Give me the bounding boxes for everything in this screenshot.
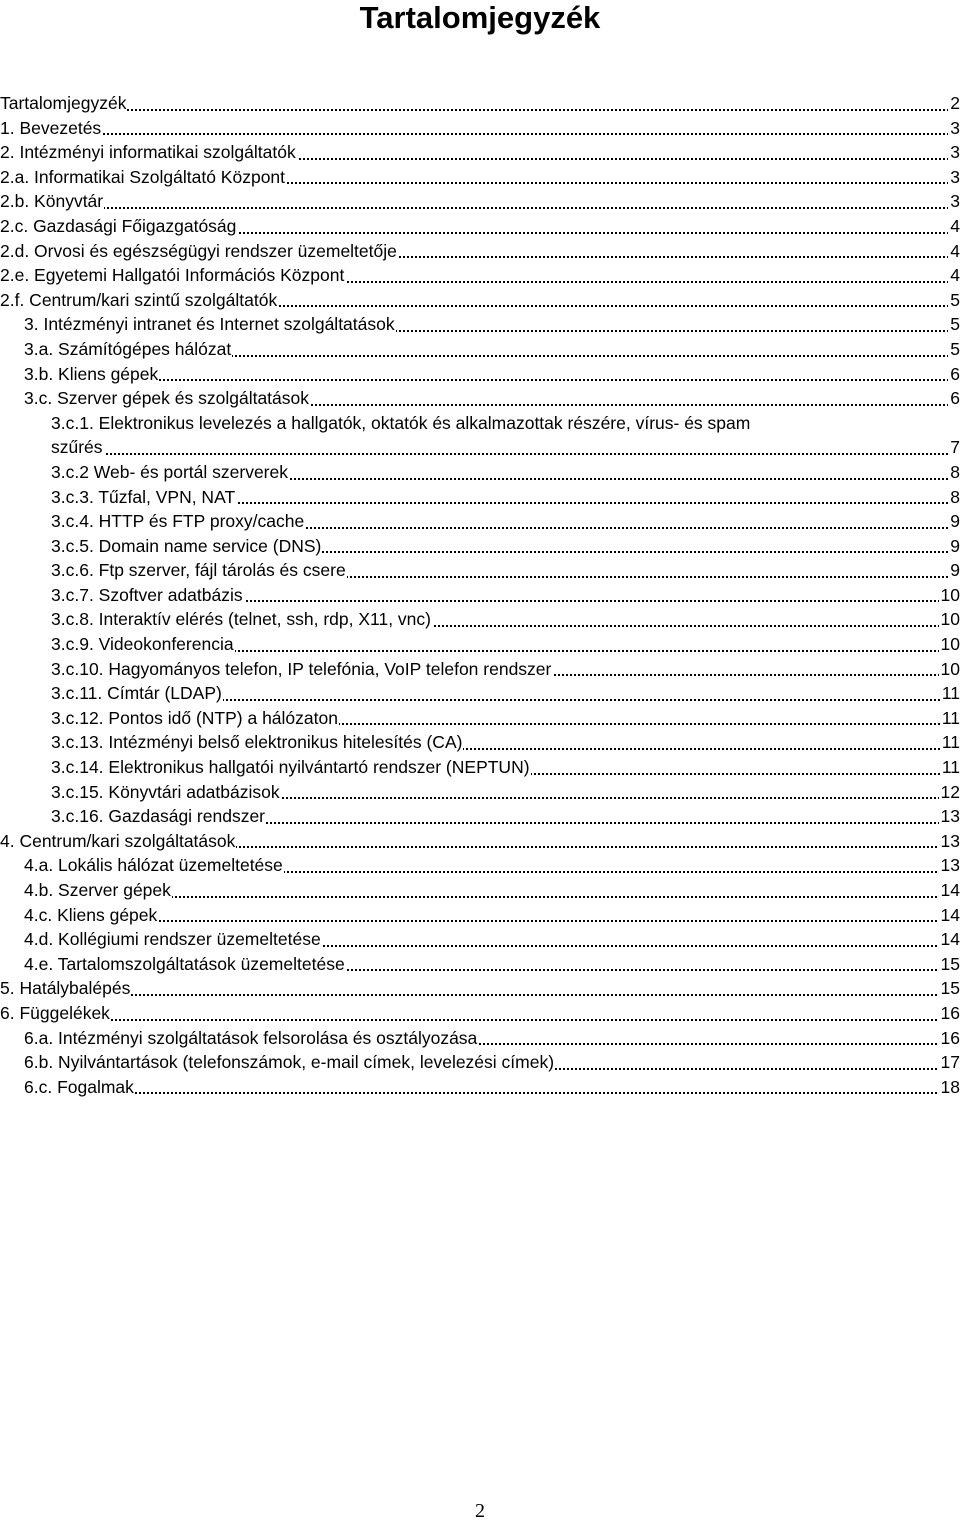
toc-entry[interactable] (51, 558, 960, 583)
toc-entry[interactable] (24, 952, 960, 977)
toc-entry-label: 6.b. Nyilvántartások (telefonszámok, e-mail címek, levelezési címek) (24, 1050, 555, 1075)
toc-entry-label: 1. Bevezetés (0, 116, 102, 141)
toc-entry-label: 4.b. Szerver gépek (24, 878, 172, 903)
toc-entry-label: 3.c.5. Domain name service (DNS) (51, 534, 322, 559)
toc-entry-label: 3.c. Szerver gépek és szolgáltatások (24, 386, 310, 411)
toc-entry-page: 4 (948, 239, 960, 264)
toc-entry[interactable] (24, 1050, 960, 1075)
toc-entry-page: 9 (948, 558, 960, 583)
toc-entry-label: 5. Hatálybalépés (0, 976, 131, 1001)
toc-entry-page: 5 (948, 337, 960, 362)
toc-entry[interactable] (0, 214, 960, 239)
toc-entry-label: 3.c.4. HTTP és FTP proxy/cache (51, 509, 305, 534)
toc-entry-label: 2.b. Könyvtár (0, 189, 104, 214)
toc-entry-label: 3.c.3. Tűzfal, VPN, NAT (51, 485, 236, 510)
toc-entry-label: 4. Centrum/kari szolgáltatások (0, 829, 236, 854)
toc-entry-page: 11 (940, 681, 960, 706)
toc-entry[interactable] (24, 878, 960, 903)
toc-entry[interactable] (0, 288, 960, 313)
toc-entry-page: 10 (939, 657, 960, 682)
toc-entry-label: 4.e. Tartalomszolgáltatások üzemeltetése (24, 952, 346, 977)
toc-entry-page: 3 (948, 189, 960, 214)
toc-entry-label: 6. Függelékek (0, 1001, 111, 1026)
dot-leader (24, 379, 960, 381)
toc-entry[interactable] (24, 386, 960, 411)
toc-entry[interactable] (0, 140, 960, 165)
toc-entry-page: 13 (939, 804, 960, 829)
toc-entry[interactable] (0, 165, 960, 190)
toc-entry[interactable] (0, 263, 960, 288)
toc-entry-label: 4.a. Lokális hálózat üzemeltetése (24, 853, 284, 878)
toc-entry-label: 3.c.10. Hagyományos telefon, IP telefónia, VoIP telefon rendszer (51, 657, 552, 682)
toc-entry-label[interactable]: 3.c.1. Elektronikus levelezés a hallgatók, oktatók és alkalmazottak részére, vírus- és spam (51, 412, 751, 433)
toc-entry[interactable] (51, 730, 960, 755)
toc-entry[interactable] (0, 116, 960, 141)
toc-entry-page: 14 (939, 927, 960, 952)
toc-entry-label: 6.c. Fogalmak (24, 1075, 135, 1100)
dot-leader (0, 1019, 960, 1021)
toc-entry-label: 3.c.7. Szoftver adatbázis (51, 583, 244, 608)
toc-entry[interactable] (0, 976, 960, 1001)
toc-entry-page: 2 (948, 91, 960, 116)
toc-entry[interactable] (0, 1001, 960, 1026)
toc-entry-page: 14 (939, 878, 960, 903)
toc-entry-label: 3.a. Számítógépes hálózat (24, 337, 232, 362)
toc-entry[interactable] (24, 903, 960, 928)
toc-entry-page: 14 (939, 903, 960, 928)
toc-entry-page: 15 (939, 976, 960, 1001)
toc-entry-page: 4 (948, 263, 960, 288)
toc-entry[interactable] (51, 804, 960, 829)
toc-entry[interactable] (51, 657, 960, 682)
toc-entry[interactable] (24, 1075, 960, 1100)
toc-entry-page: 4 (948, 214, 960, 239)
toc-entry-page: 5 (948, 288, 960, 313)
toc-entry-page: 16 (939, 1001, 960, 1026)
toc-entry[interactable] (24, 1026, 960, 1051)
toc-entry-label: Tartalomjegyzék (0, 91, 127, 116)
toc-entry[interactable] (51, 607, 960, 632)
toc-entry-page: 12 (939, 780, 960, 805)
toc-entry-label: 2.e. Egyetemi Hallgatói Információs Központ (0, 263, 345, 288)
toc-entry-label: 3.c.11. Címtár (LDAP) (51, 681, 223, 706)
toc-entry-page: 7 (948, 435, 960, 460)
toc-entry-page: 6 (948, 386, 960, 411)
page-number: 2 (475, 1500, 485, 1522)
toc-entry-label: 2.d. Orvosi és egészségügyi rendszer üzemeltetője (0, 239, 398, 264)
toc-entry-page: 17 (939, 1050, 960, 1075)
toc-entry-label: 2.c. Gazdasági Főigazgatóság (0, 214, 237, 239)
toc-entry[interactable] (51, 583, 960, 608)
toc-entry-page: 3 (948, 116, 960, 141)
dot-leader (24, 920, 960, 922)
toc-entry-label: 3.b. Kliens gépek (24, 362, 159, 387)
toc-entry[interactable] (51, 632, 960, 657)
toc-entry-page: 11 (940, 730, 960, 755)
toc-entry-label: 3.c.2 Web- és portál szerverek (51, 460, 289, 485)
toc-entry-label: 2. Intézményi informatikai szolgáltatók (0, 140, 297, 165)
toc-entry-label: 3.c.8. Interaktív elérés (telnet, ssh, rdp, X11, vnc) (51, 607, 432, 632)
dot-leader (0, 133, 960, 135)
toc-entry-label: 4.d. Kollégiumi rendszer üzemeltetése (24, 927, 322, 952)
page-title: Tartalomjegyzék (359, 0, 601, 35)
toc-entry-label: 3.c.9. Videokonferencia (51, 632, 235, 657)
toc-entry[interactable] (0, 91, 960, 116)
toc-entry[interactable] (24, 853, 960, 878)
toc-entry[interactable] (51, 534, 960, 559)
toc-entry-page: 6 (948, 362, 960, 387)
dot-leader (0, 994, 960, 996)
toc-entry[interactable] (51, 435, 960, 460)
toc-entry-label: 3.c.16. Gazdasági rendszer (51, 804, 266, 829)
toc-entry[interactable] (51, 485, 960, 510)
toc-entry[interactable] (51, 681, 960, 706)
toc-entry-label: 3.c.15. Könyvtári adatbázisok (51, 780, 281, 805)
toc-entry-label: 3. Intézményi intranet és Internet szolgáltatások (24, 312, 396, 337)
toc-entry[interactable] (0, 189, 960, 214)
toc-entry[interactable] (0, 239, 960, 264)
toc-entry[interactable] (24, 337, 960, 362)
toc-entry-label: 3.c.14. Elektronikus hallgatói nyilvántartó rendszer (NEPTUN) (51, 755, 531, 780)
toc-entry-label: szűrés (51, 435, 104, 460)
toc-entry-page: 8 (948, 485, 960, 510)
toc-entry-label: 4.c. Kliens gépek (24, 903, 158, 928)
toc-entry-page: 3 (948, 140, 960, 165)
toc-entry[interactable] (0, 829, 960, 854)
toc-entry-page: 15 (939, 952, 960, 977)
toc-entry[interactable] (51, 706, 960, 731)
toc-entry-page: 11 (940, 755, 960, 780)
toc-entry-label: 6.a. Intézményi szolgáltatások felsorolása és osztályozása (24, 1026, 478, 1051)
dot-leader (0, 109, 960, 111)
toc-entry-page: 9 (948, 509, 960, 534)
toc-entry-page: 18 (939, 1075, 960, 1100)
toc-entry[interactable] (24, 312, 960, 337)
toc-entry-label: 3.c.12. Pontos idő (NTP) a hálózaton (51, 706, 339, 731)
toc-entry-page: 10 (939, 607, 960, 632)
toc-entry-label: 2.f. Centrum/kari szintű szolgáltatók (0, 288, 278, 313)
toc-entry-page: 13 (939, 853, 960, 878)
toc-entry-page: 11 (940, 706, 960, 731)
toc-entry-page: 9 (948, 534, 960, 559)
toc-entry[interactable] (51, 509, 960, 534)
toc-entry-page: 8 (948, 460, 960, 485)
toc-entry-label: 3.c.13. Intézményi belső elektronikus hitelesítés (CA) (51, 730, 463, 755)
toc-entry-label: 2.a. Informatikai Szolgáltató Központ (0, 165, 286, 190)
toc-entry-label: 3.c.6. Ftp szerver, fájl tárolás és csere (51, 558, 347, 583)
toc-entry[interactable] (24, 927, 960, 952)
toc-entry-page: 3 (948, 165, 960, 190)
toc-entry[interactable] (51, 460, 960, 485)
dot-leader (0, 207, 960, 209)
dot-leader (51, 453, 960, 455)
toc-entry-page: 5 (948, 312, 960, 337)
toc-entry[interactable] (51, 755, 960, 780)
toc-entry-page: 10 (939, 632, 960, 657)
toc-entry-page: 13 (939, 829, 960, 854)
toc-entry-page: 16 (939, 1026, 960, 1051)
toc-entry-page: 10 (939, 583, 960, 608)
table-of-contents (0, 91, 960, 1099)
toc-entry[interactable] (24, 362, 960, 387)
toc-entry[interactable] (51, 780, 960, 805)
dot-leader (24, 1092, 960, 1094)
